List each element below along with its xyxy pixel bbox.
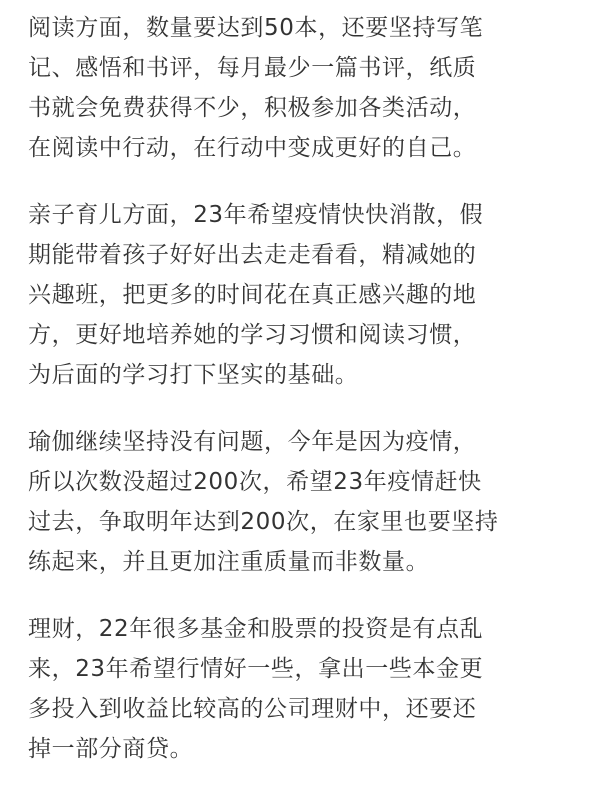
text-line: 记、感悟和书评，每月最少一篇书评，纸质 <box>28 55 477 81</box>
text-line: 理财，22年很多基金和股票的投资是有点乱 <box>28 616 484 642</box>
text-line: 兴趣班，把更多的时间花在真正感兴趣的地 <box>28 282 477 308</box>
text-line: 在阅读中行动，在行动中变成更好的自己。 <box>28 135 477 161</box>
text-line: 阅读方面，数量要达到50本，还要坚持写笔 <box>28 15 484 41</box>
text-line: 所以次数没超过200次，希望23年疫情赶快 <box>28 469 482 495</box>
text-line: 过去，争取明年达到200次，在家里也要坚持 <box>28 509 499 535</box>
text-line: 瑜伽继续坚持没有问题，今年是因为疫情， <box>28 429 477 455</box>
text-line: 练起来，并且更加注重质量而非数量。 <box>28 549 430 575</box>
text-line: 期能带着孩子好好出去走走看看，精减她的 <box>28 242 477 268</box>
text-line: 书就会免费获得不少，积极参加各类活动， <box>28 95 477 121</box>
text-line: 多投入到收益比较高的公司理财中，还要还 <box>28 696 477 722</box>
paragraph-reading <box>28 8 588 168</box>
text-line: 亲子育儿方面，23年希望疫情快快消散，假 <box>28 202 484 228</box>
paragraph-yoga <box>28 422 588 582</box>
text-line: 来，23年希望行情好一些，拿出一些本金更 <box>28 656 484 682</box>
text-line: 为后面的学习打下坚实的基础。 <box>28 362 359 388</box>
article-body <box>28 0 588 796</box>
paragraph-parenting <box>28 195 588 395</box>
text-line: 掉一部分商贷。 <box>28 736 194 762</box>
paragraph-finance <box>28 609 588 769</box>
text-line: 方，更好地培养她的学习习惯和阅读习惯， <box>28 322 477 348</box>
